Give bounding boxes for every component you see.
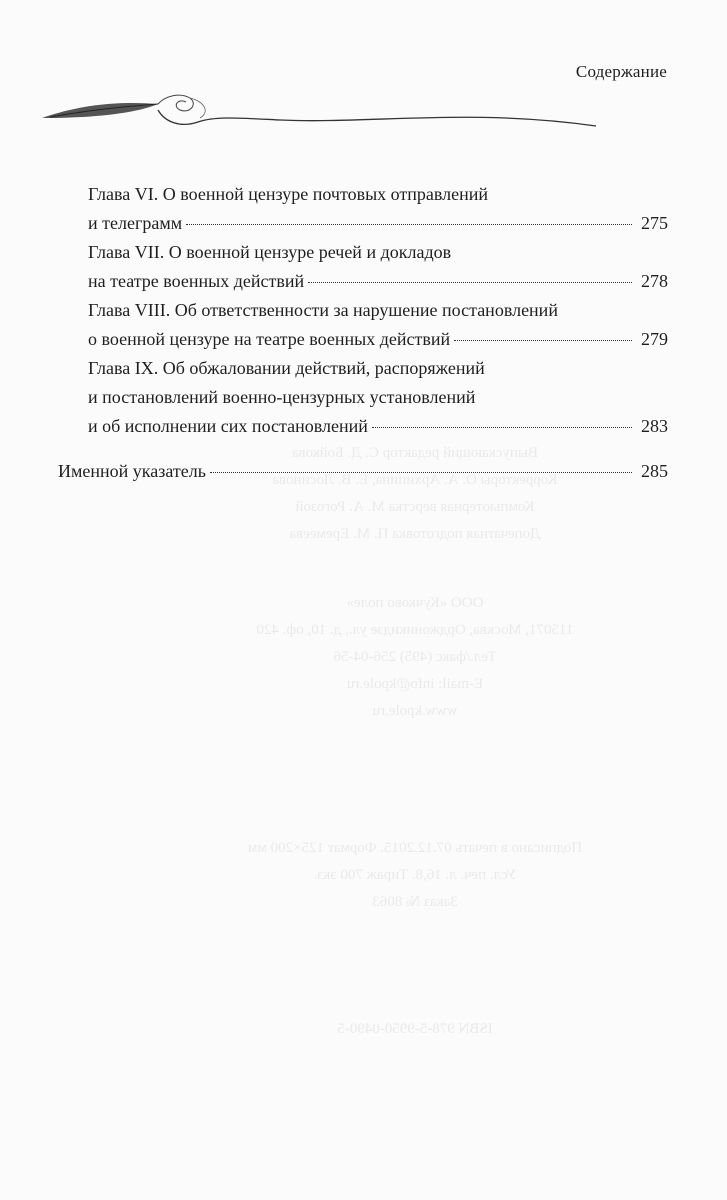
toc-entry-line: на театре военных действий xyxy=(88,271,305,291)
toc-entry-line: Именной указатель xyxy=(58,461,206,481)
toc-entry-line: о военной цензуре на театре военных действий xyxy=(88,329,451,349)
bleed-line: Выпускающий редактор С. Д. Бойкова xyxy=(292,445,538,461)
dot-leader xyxy=(186,224,632,225)
bleed-through-text xyxy=(190,440,640,1043)
bleed-line: Корректоры О. А. Архипина, Е. В. Лосинова xyxy=(272,472,558,488)
toc-entry-chapter-9[interactable] xyxy=(58,354,668,441)
bleed-line: Допечатная подготовка П. М. Еремеева xyxy=(289,526,541,542)
toc-entry-chapter-6[interactable] xyxy=(58,180,668,238)
toc-page-number: 285 xyxy=(641,461,668,481)
toc-page-number: 278 xyxy=(641,271,668,291)
bleed-line: www.kpole.ru xyxy=(372,703,458,719)
toc-entry-line: и телеграмм xyxy=(88,213,183,233)
bleed-line: Усл. печ. л. 16,8. Тираж 700 экз. xyxy=(313,867,517,883)
toc-entry-line: Глава VI. О военной цензуре почтовых отправлений xyxy=(88,184,489,204)
dot-leader xyxy=(372,427,632,428)
toc-entry-chapter-7[interactable] xyxy=(58,238,668,296)
bleed-line: Компьютерная верстка М. А. Рогозой xyxy=(295,499,535,515)
bleed-line: Заказ № 8063 xyxy=(372,894,458,910)
dot-leader xyxy=(308,282,632,283)
bleed-line: E-mail: info@kpole.ru xyxy=(346,676,484,692)
toc-entry-chapter-8[interactable] xyxy=(58,296,668,354)
dot-leader xyxy=(454,340,632,341)
toc-entry-line: и постановлений военно-цензурных установлений xyxy=(88,387,476,407)
toc-entry-line: Глава VII. О военной цензуре речей и докладов xyxy=(88,242,452,262)
bleed-line: Тел./факс (495) 256-04-56 xyxy=(333,649,497,665)
quill-flourish-ornament xyxy=(40,88,600,138)
running-head: Содержание xyxy=(575,62,667,81)
toc-entry-line: и об исполнении сих постановлений xyxy=(88,416,368,436)
toc-entry-line: Глава VIII. Об ответственности за нарушение постановлений xyxy=(88,300,558,320)
bleed-line: ООО «Кучково поле» xyxy=(346,595,484,611)
bleed-line: Подписано в печать 07.12.2015. Формат 125×200 мм xyxy=(247,840,583,856)
bleed-line: 115071, Москва, Орджоникидзе ул., д. 10, оф. 420 xyxy=(256,622,574,638)
toc-entry-line: Глава IX. Об обжаловании действий, распоряжений xyxy=(88,358,485,378)
toc-page-number: 279 xyxy=(641,329,668,349)
toc-page-number: 275 xyxy=(641,213,668,233)
bleed-line: ISBN 978-5-9950-0490-5 xyxy=(337,1021,493,1037)
toc-page-number: 283 xyxy=(641,416,668,436)
